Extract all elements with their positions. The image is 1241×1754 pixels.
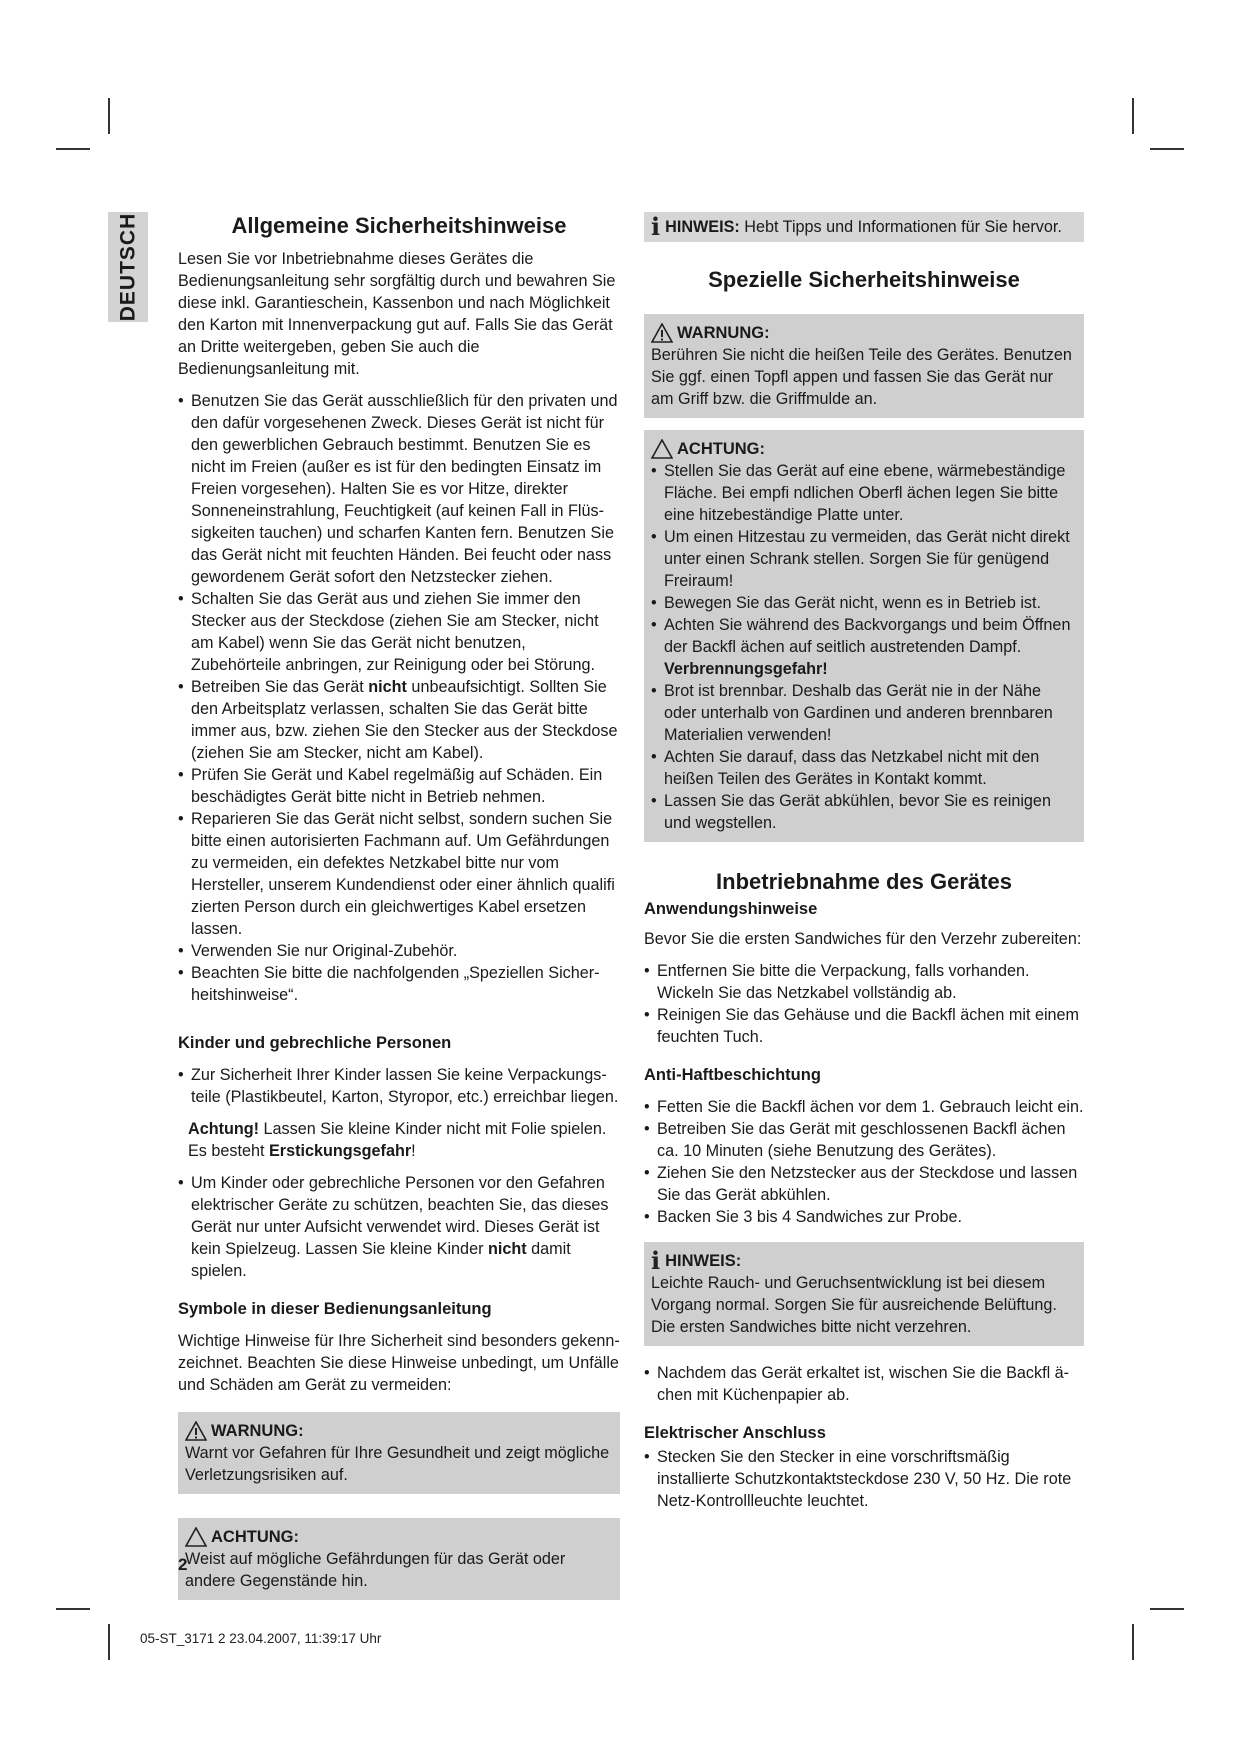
- section-title-spezielle: Spezielle Sicherheitshinweise: [708, 267, 1020, 292]
- crop-mark: [108, 1624, 110, 1660]
- warnung-box: [178, 1412, 620, 1494]
- list-item: • Nachdem das Gerät erkaltet ist, wischen Sie die Backfl ächen mit Küchenpapier ab.: [644, 1362, 1084, 1406]
- list-item: • Achten Sie während des Backvorgangs und beim Öffnen der Backfl ächen auf seitlich austretenden Dampf. Verbrennungsgefahr!: [651, 614, 1077, 680]
- crop-mark: [1150, 1608, 1184, 1610]
- subheading-anwendung: Anwendungshinweise: [644, 900, 818, 918]
- hinweis2-text: Leichte Rauch- und Geruchsentwicklung ist bei diesem Vorgang normal. Sorgen Sie für ausreichende Belüftung. Die ersten Sandwiches bitte nicht verzehren.: [651, 1274, 1057, 1336]
- list-item: • Stellen Sie das Gerät auf eine ebene, wärmebeständige Fläche. Bei empfi ndlichen Oberfl ächen legen Sie bitte eine hitzebeständige Platte unter.: [651, 460, 1077, 526]
- list-item: • Achten Sie darauf, dass das Netzkabel nicht mit den heißen Teilen des Gerätes in Kontakt kommt.: [651, 746, 1077, 790]
- list-item: • Reinigen Sie das Gehäuse und die Backfl ächen mit einem feuchten Tuch.: [644, 1004, 1084, 1048]
- list-item: • Um einen Hitzestau zu vermeiden, das Gerät nicht direkt unter einen Schrank stellen. Sorgen Sie für genügend Freiraum!: [651, 526, 1077, 592]
- achtung-box: [178, 1518, 620, 1600]
- warnung-text: Warnt vor Gefahren für Ihre Gesundheit und zeigt mögliche Verletzungsrisiken auf.: [185, 1444, 610, 1484]
- right-column: [644, 212, 1084, 1512]
- warnung-title: WARNUNG:: [211, 1422, 304, 1440]
- list-item: • Um Kinder oder gebrechliche Personen vor den Gefahren elektrischer Geräte zu schützen, beachten Sie, das dieses Gerät nur unter Aufsicht verwendet wird. Dieses Gerät ist kein Spielzeug. Lassen Sie kleine Kinder nicht damit spielen.: [178, 1172, 620, 1282]
- after-list: [644, 1362, 1084, 1406]
- elektrisch-list: [644, 1446, 1084, 1512]
- list-item: • Fetten Sie die Backfl ächen vor dem 1. Gebrauch leicht ein.: [644, 1096, 1084, 1118]
- symbole-paragraph: Wichtige Hinweise für Ihre Sicherheit sind besonders gekennzeichnet. Beachten Sie diese Hinweise unbedingt, um Unfälle und Schäden am Gerät zu vermeiden:: [178, 1332, 620, 1394]
- general-list: [178, 390, 620, 1006]
- list-item: • Benutzen Sie das Gerät ausschließlich für den privaten und den dafür vorgesehenen Zweck. Dieses Gerät ist nicht für den gewerblichen Gebrauch bestimmt. Benutzen Sie es nicht im Freien (außer es ist für den bedingten Einsatz im Freien vorgesehen). Halten Sie es vor Hitze, direkter Sonneneinstrahlung, Feuchtigkeit (auf keinen Fall in Flüssigkeiten tauchen) und scharfen Kanten fern. Benutzen Sie das Gerät nicht mit feuchten Händen. Bei feucht oder nass gewordenem Gerät sofort den Netzstecker ziehen.: [178, 390, 620, 588]
- caution-triangle-icon: [651, 439, 673, 459]
- section-title-general: Allgemeine Sicherheitshinweise: [231, 213, 567, 238]
- left-column: [178, 212, 620, 1600]
- crop-mark: [108, 98, 110, 134]
- anti-haft-list: [644, 1096, 1084, 1228]
- list-item: • Bewegen Sie das Gerät nicht, wenn es in Betrieb ist.: [651, 592, 1077, 614]
- list-item: • Betreiben Sie das Gerät nicht unbeaufsichtigt. Sollten Sie den Arbeitsplatz verlassen, schalten Sie das Gerät bitte immer aus, bzw. ziehen Sie den Stecker aus der Steckdose (ziehen Sie am Stecker, nicht am Kabel).: [178, 676, 620, 764]
- list-item: • Brot ist brennbar. Deshalb das Gerät nie in der Nähe oder unterhalb von Gardinen und anderen brennbaren Materialien verwenden!: [651, 680, 1077, 746]
- hinweis-label: HINWEIS:: [665, 218, 740, 236]
- warning-triangle-icon: [651, 323, 673, 343]
- crop-mark: [56, 148, 90, 150]
- warnung-box-special: [644, 314, 1084, 418]
- subheading-anti-haft: Anti-Haftbeschichtung: [644, 1066, 821, 1084]
- warning-triangle-icon: [185, 1421, 207, 1441]
- achtung-title-special: ACHTUNG:: [677, 440, 765, 458]
- list-item: • Stecken Sie den Stecker in eine vorschriftsmäßig installierte Schutzkontaktsteckdose 230 V, 50 Hz. Die rote Netz-Kontrollleuchte leuchtet.: [644, 1446, 1084, 1512]
- subheading-kinder: Kinder und gebrechliche Personen: [178, 1034, 452, 1052]
- list-item: • Beachten Sie bitte die nachfolgenden „Speziellen Sicherheitshinweise“.: [178, 962, 620, 1006]
- achtung-list: [651, 460, 1077, 834]
- info-icon: i: [651, 1246, 661, 1275]
- warnung-title-special: WARNUNG:: [677, 324, 770, 342]
- kinder-list-2: [178, 1172, 620, 1282]
- kinder-achtung: Achtung! Lassen Sie kleine Kinder nicht mit Folie spielen. Es besteht Erstickungsgefahr!: [188, 1120, 607, 1160]
- language-label: DEUTSCH: [116, 212, 140, 322]
- list-item: • Entfernen Sie bitte die Verpackung, falls vorhanden. Wickeln Sie das Netzkabel vollständig ab.: [644, 960, 1084, 1004]
- print-footer: 05-ST_3171 2 23.04.2007, 11:39:17 Uhr: [140, 1631, 382, 1646]
- list-item: • Betreiben Sie das Gerät mit geschlossenen Backfl ächen ca. 10 Minuten (siehe Benutzung des Gerätes).: [644, 1118, 1084, 1162]
- crop-mark: [1132, 1624, 1134, 1660]
- anwendung-list: [644, 960, 1084, 1048]
- achtung-text: Weist auf mögliche Gefährdungen für das Gerät oder andere Gegenstände hin.: [185, 1550, 566, 1590]
- hinweis2-title: HINWEIS:: [665, 1252, 742, 1270]
- list-item: • Schalten Sie das Gerät aus und ziehen Sie immer den Stecker aus der Steckdose (ziehen Sie am Stecker, nicht am Kabel) wenn Sie das Gerät nicht benutzen, Zubehörteile anbringen, zur Reinigung oder bei Störung.: [178, 588, 620, 676]
- list-item: • Verwenden Sie nur Original-Zubehör.: [178, 940, 620, 962]
- crop-mark: [1132, 98, 1134, 134]
- hinweis-box-2: [644, 1242, 1084, 1346]
- hinweis-box: [644, 212, 1084, 242]
- achtung-title: ACHTUNG:: [211, 1528, 299, 1546]
- achtung-box-special: [644, 430, 1084, 842]
- warnung-text-special: Berühren Sie nicht die heißen Teile des Gerätes. Benutzen Sie ggf. einen Topfl appen und fassen Sie das Gerät nur am Griff bzw. die Griffmulde an.: [651, 346, 1072, 408]
- list-item: • Backen Sie 3 bis 4 Sandwiches zur Probe.: [644, 1206, 1084, 1228]
- list-item: • Ziehen Sie den Netzstecker aus der Steckdose und lassen Sie das Gerät abkühlen.: [644, 1162, 1084, 1206]
- crop-mark: [1150, 148, 1184, 150]
- anwendung-text: Bevor Sie die ersten Sandwiches für den Verzehr zubereiten:: [644, 930, 1082, 948]
- list-item: • Reparieren Sie das Gerät nicht selbst, sondern suchen Sie bitte einen autorisierten Fachmann auf. Um Gefährdungen zu vermeiden, ein defektes Netzkabel bitte nur vom Hersteller, unserem Kundendienst oder einer ähnlich qualifi zierten Person durch ein gleichwertiges Kabel ersetzen lassen.: [178, 808, 620, 940]
- page-number: 2: [178, 1555, 188, 1574]
- list-item: • Lassen Sie das Gerät abkühlen, bevor Sie es reinigen und wegstellen.: [651, 790, 1077, 834]
- info-icon: i: [651, 212, 661, 241]
- list-item: • Zur Sicherheit Ihrer Kinder lassen Sie keine Verpackungsteile (Plastikbeutel, Karton, Styropor, etc.) erreichbar liegen.: [178, 1064, 620, 1108]
- kinder-list: [178, 1064, 620, 1108]
- intro-paragraph: Lesen Sie vor Inbetriebnahme dieses Gerätes die Bedienungsanleitung sehr sorgfältig durch und bewahren Sie diese inkl. Garantieschein, Kassenbon und nach Möglichkeit den Karton mit Innenverpackung gut auf. Falls Sie das Gerät an Dritte weitergeben, geben Sie auch die Bedienungsanleitung mit.: [178, 250, 616, 378]
- crop-mark: [56, 1608, 90, 1610]
- subheading-symbole: Symbole in dieser Bedienungsanleitung: [178, 1300, 492, 1318]
- hinweis-text: Hebt Tipps und Informationen für Sie hervor.: [739, 218, 1062, 236]
- subheading-elektrisch: Elektrischer Anschluss: [644, 1424, 826, 1442]
- language-tab: [108, 212, 148, 322]
- caution-triangle-icon: [185, 1527, 207, 1547]
- section-title-inbetrieb: Inbetriebnahme des Gerätes: [716, 869, 1012, 894]
- list-item: • Prüfen Sie Gerät und Kabel regelmäßig auf Schäden. Ein beschädigtes Gerät bitte nicht in Betrieb nehmen.: [178, 764, 620, 808]
